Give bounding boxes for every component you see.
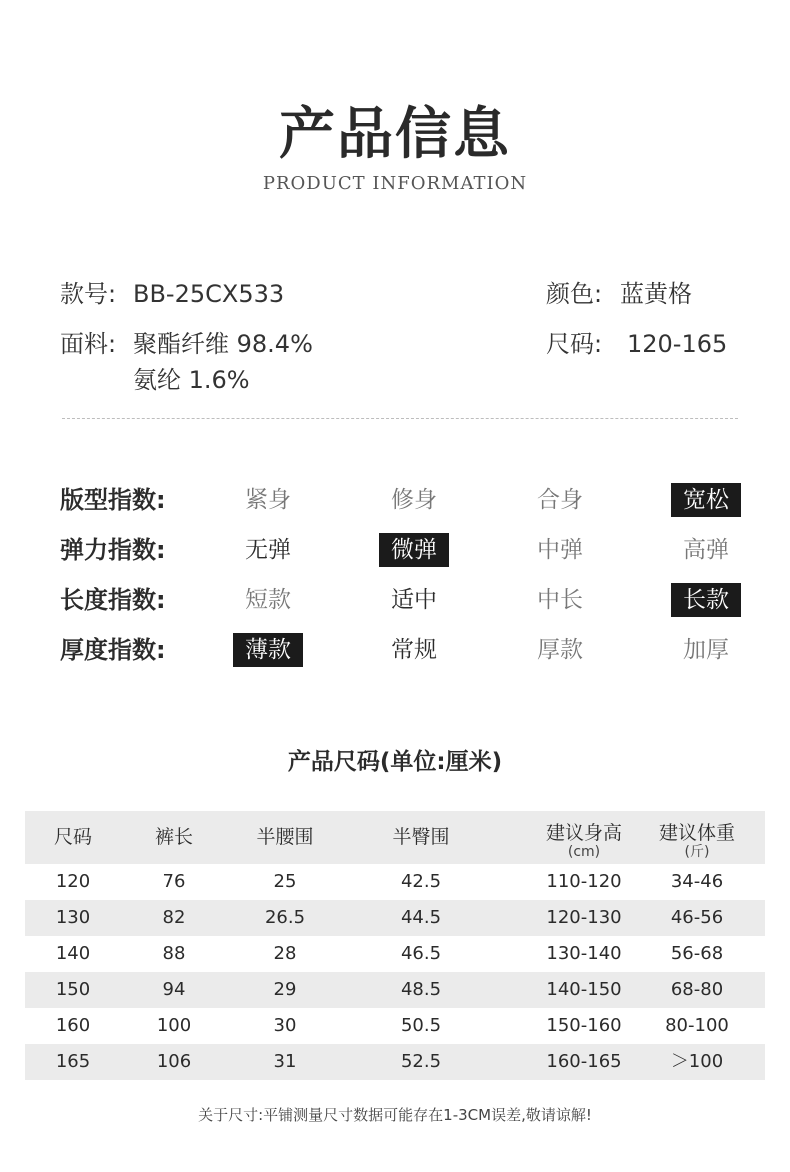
table-cell: 80-100 <box>665 1015 729 1036</box>
header-label: 裤长 <box>154 826 193 848</box>
index-option: 短款 <box>245 587 291 613</box>
table-cell: 50.5 <box>400 1015 442 1036</box>
table-cell: 25 <box>273 871 297 892</box>
table-cell: 28 <box>273 943 297 964</box>
index-option: 合身 <box>537 487 583 513</box>
size-label: 尺码: <box>546 330 603 358</box>
table-cell: 160-165 <box>546 1051 622 1072</box>
table-cell: 44.5 <box>400 907 442 928</box>
header-label: 半臀围 <box>392 826 450 848</box>
table-cell: 34-46 <box>670 871 724 892</box>
page-title: 产品信息 <box>279 102 511 167</box>
table-cell: 130 <box>55 907 91 928</box>
page-subtitle: PRODUCT INFORMATION <box>262 173 528 194</box>
table-cell: 140-150 <box>546 979 622 1000</box>
header-label: 建议身高 <box>545 822 622 844</box>
style-number-value: BB-25CX533 <box>133 280 285 308</box>
index-option: 加厚 <box>683 637 729 663</box>
table-cell: 31 <box>273 1051 297 1072</box>
table-cell: ＞100 <box>670 1051 724 1072</box>
measurement-note: 关于尺寸:平铺测量尺寸数据可能存在1-3CM误差,敬请谅解! <box>198 1106 592 1124</box>
index-label: 弹力指数: <box>60 536 166 564</box>
index-label: 厚度指数: <box>60 636 166 664</box>
header-unit: (cm) <box>567 844 601 860</box>
table-header-cell <box>361 825 481 849</box>
table-cell: 76 <box>162 871 186 892</box>
header-unit: (斤) <box>684 844 710 860</box>
index-option-selected: 长款 <box>671 583 741 617</box>
table-cell: 82 <box>162 907 186 928</box>
index-label: 版型指数: <box>60 486 166 514</box>
table-cell: 30 <box>273 1015 297 1036</box>
index-option: 中长 <box>537 587 583 613</box>
index-option-selected: 宽松 <box>671 483 741 517</box>
header-label: 尺码 <box>53 826 92 848</box>
fabric-line-1: 聚酯纤维 98.4% <box>133 330 313 358</box>
fabric-line-2: 氨纶 1.6% <box>133 366 250 394</box>
table-cell: 110-120 <box>546 871 622 892</box>
header-label: 建议体重 <box>658 822 735 844</box>
index-option-selected: 微弹 <box>379 533 449 567</box>
color-value: 蓝黄格 <box>620 280 692 308</box>
table-header-cell <box>114 825 234 849</box>
table-cell: 52.5 <box>400 1051 442 1072</box>
fabric-label: 面料: <box>60 330 117 358</box>
dashed-divider <box>62 418 738 419</box>
table-cell: 26.5 <box>264 907 306 928</box>
table-cell: 150-160 <box>546 1015 622 1036</box>
table-cell: 68-80 <box>670 979 724 1000</box>
size-table-title: 产品尺码(单位:厘米) <box>287 749 503 775</box>
table-cell: 94 <box>162 979 186 1000</box>
table-cell: 120-130 <box>546 907 622 928</box>
size-range-value: 120-165 <box>627 330 728 358</box>
style-number-label: 款号: <box>60 280 117 308</box>
table-header-cell <box>637 821 757 859</box>
table-cell: 46.5 <box>400 943 442 964</box>
table-header-cell <box>524 821 644 859</box>
index-option: 中弹 <box>537 537 583 563</box>
color-label: 颜色: <box>546 280 603 308</box>
table-header-cell <box>225 825 345 849</box>
table-cell: 29 <box>273 979 297 1000</box>
header-label: 半腰围 <box>256 826 314 848</box>
index-option: 修身 <box>391 487 437 513</box>
table-cell: 106 <box>156 1051 192 1072</box>
table-cell: 42.5 <box>400 871 442 892</box>
table-cell: 140 <box>55 943 91 964</box>
index-option: 高弹 <box>683 537 729 563</box>
table-cell: 150 <box>55 979 91 1000</box>
table-cell: 56-68 <box>670 943 724 964</box>
index-label: 长度指数: <box>60 586 166 614</box>
index-option: 厚款 <box>537 637 583 663</box>
index-option: 无弹 <box>245 537 291 563</box>
index-option: 适中 <box>391 587 437 613</box>
index-option-selected: 薄款 <box>233 633 303 667</box>
table-cell: 88 <box>162 943 186 964</box>
table-cell: 130-140 <box>546 943 622 964</box>
table-cell: 120 <box>55 871 91 892</box>
index-option: 紧身 <box>245 487 291 513</box>
table-cell: 48.5 <box>400 979 442 1000</box>
index-option: 常规 <box>391 637 437 663</box>
table-cell: 165 <box>55 1051 91 1072</box>
table-cell: 160 <box>55 1015 91 1036</box>
table-cell: 100 <box>156 1015 192 1036</box>
table-cell: 46-56 <box>670 907 724 928</box>
